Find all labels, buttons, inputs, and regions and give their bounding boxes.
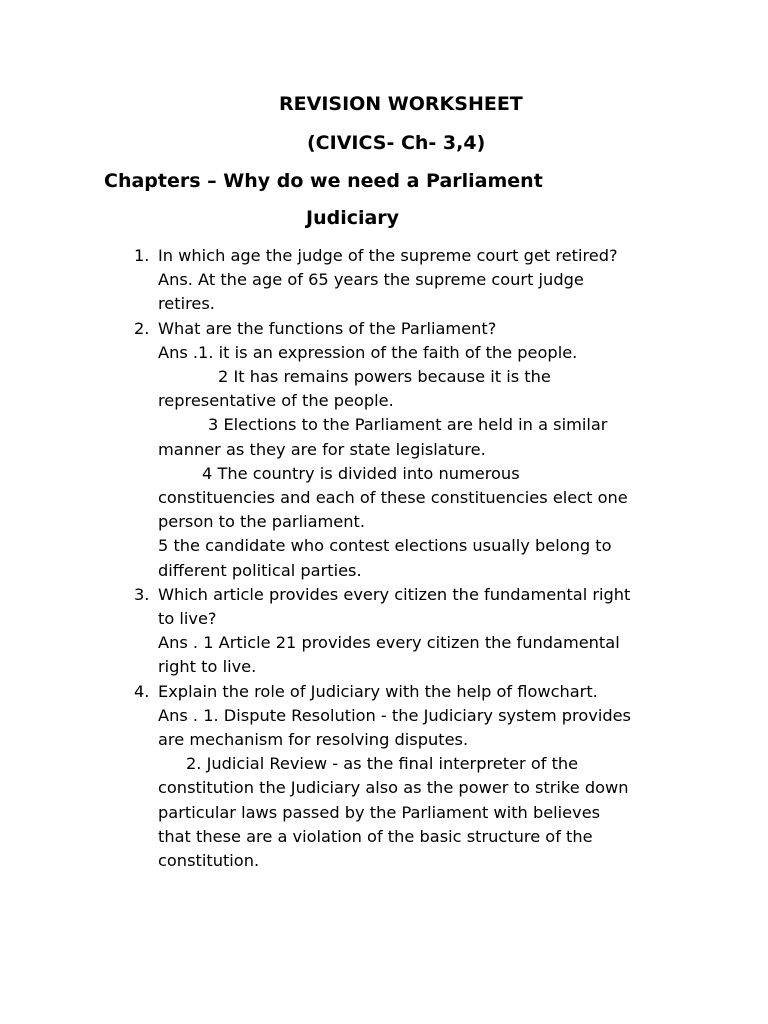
question-number: 1.: [134, 246, 150, 265]
answer-line: 2. Judicial Review - as the final interpreter of the: [186, 754, 579, 774]
question-item-4: [132, 680, 692, 874]
answer-line: manner as they are for state legislature.: [158, 439, 486, 459]
question-text: Which article provides every citizen the fundamental right: [158, 584, 631, 604]
answer-line: person to the parliament.: [158, 512, 365, 532]
answer-line: 2 It has remains powers because it is the: [218, 367, 551, 387]
worksheet-subtitle: (CIVICS- Ch- 3,4): [307, 132, 486, 154]
question-item-1: [132, 244, 692, 317]
question-text: What are the functions of the Parliament?: [158, 318, 497, 338]
answer-line: 4 The country is divided into numerous: [202, 463, 520, 483]
question-number: 2.: [134, 318, 150, 338]
question-number: 3.: [134, 584, 150, 604]
answer-line: are mechanism for resolving disputes.: [158, 730, 469, 750]
answer-line: constitution the Judiciary also as the power to strike down: [158, 778, 629, 798]
chapters-heading: Chapters – Why do we need a Parliament: [104, 170, 543, 192]
answer-line: right to live.: [158, 657, 257, 677]
question-number: 4.: [134, 681, 150, 701]
question-item-2: [132, 317, 692, 583]
worksheet-title: REVISION WORKSHEET: [279, 93, 523, 115]
answer-line: that these are a violation of the basic structure of the: [158, 826, 593, 846]
answer-line: constituencies and each of these constituencies elect one: [158, 488, 628, 508]
answer-line: particular laws passed by the Parliament with believes: [158, 802, 601, 822]
answer-line: representative of the people.: [158, 391, 394, 411]
answer-line: retires.: [158, 294, 215, 314]
answer-line: Ans . 1 Article 21 provides every citizen the fundamental: [158, 633, 620, 653]
chapter-two-heading: Judiciary: [306, 207, 400, 229]
question-text: to live?: [158, 609, 217, 629]
answer-line: Ans . 1. Dispute Resolution - the Judiciary system provides: [158, 705, 631, 725]
answer-line: constitution.: [158, 851, 260, 871]
answer-line: 3 Elections to the Parliament are held in a similar: [208, 415, 608, 435]
answer-line: Ans .1. it is an expression of the faith of the people.: [158, 342, 578, 362]
answer-line: 5 the candidate who contest elections usually belong to: [158, 536, 612, 556]
question-text: In which age the judge of the supreme court get retired?: [158, 246, 618, 265]
answer-line: Ans. At the age of 65 years the supreme court judge: [158, 270, 584, 290]
answer-line: different political parties.: [158, 560, 362, 580]
question-item-3: [132, 583, 692, 680]
question-text: Explain the role of Judiciary with the help of flowchart.: [158, 681, 598, 701]
question-list: [132, 244, 692, 873]
